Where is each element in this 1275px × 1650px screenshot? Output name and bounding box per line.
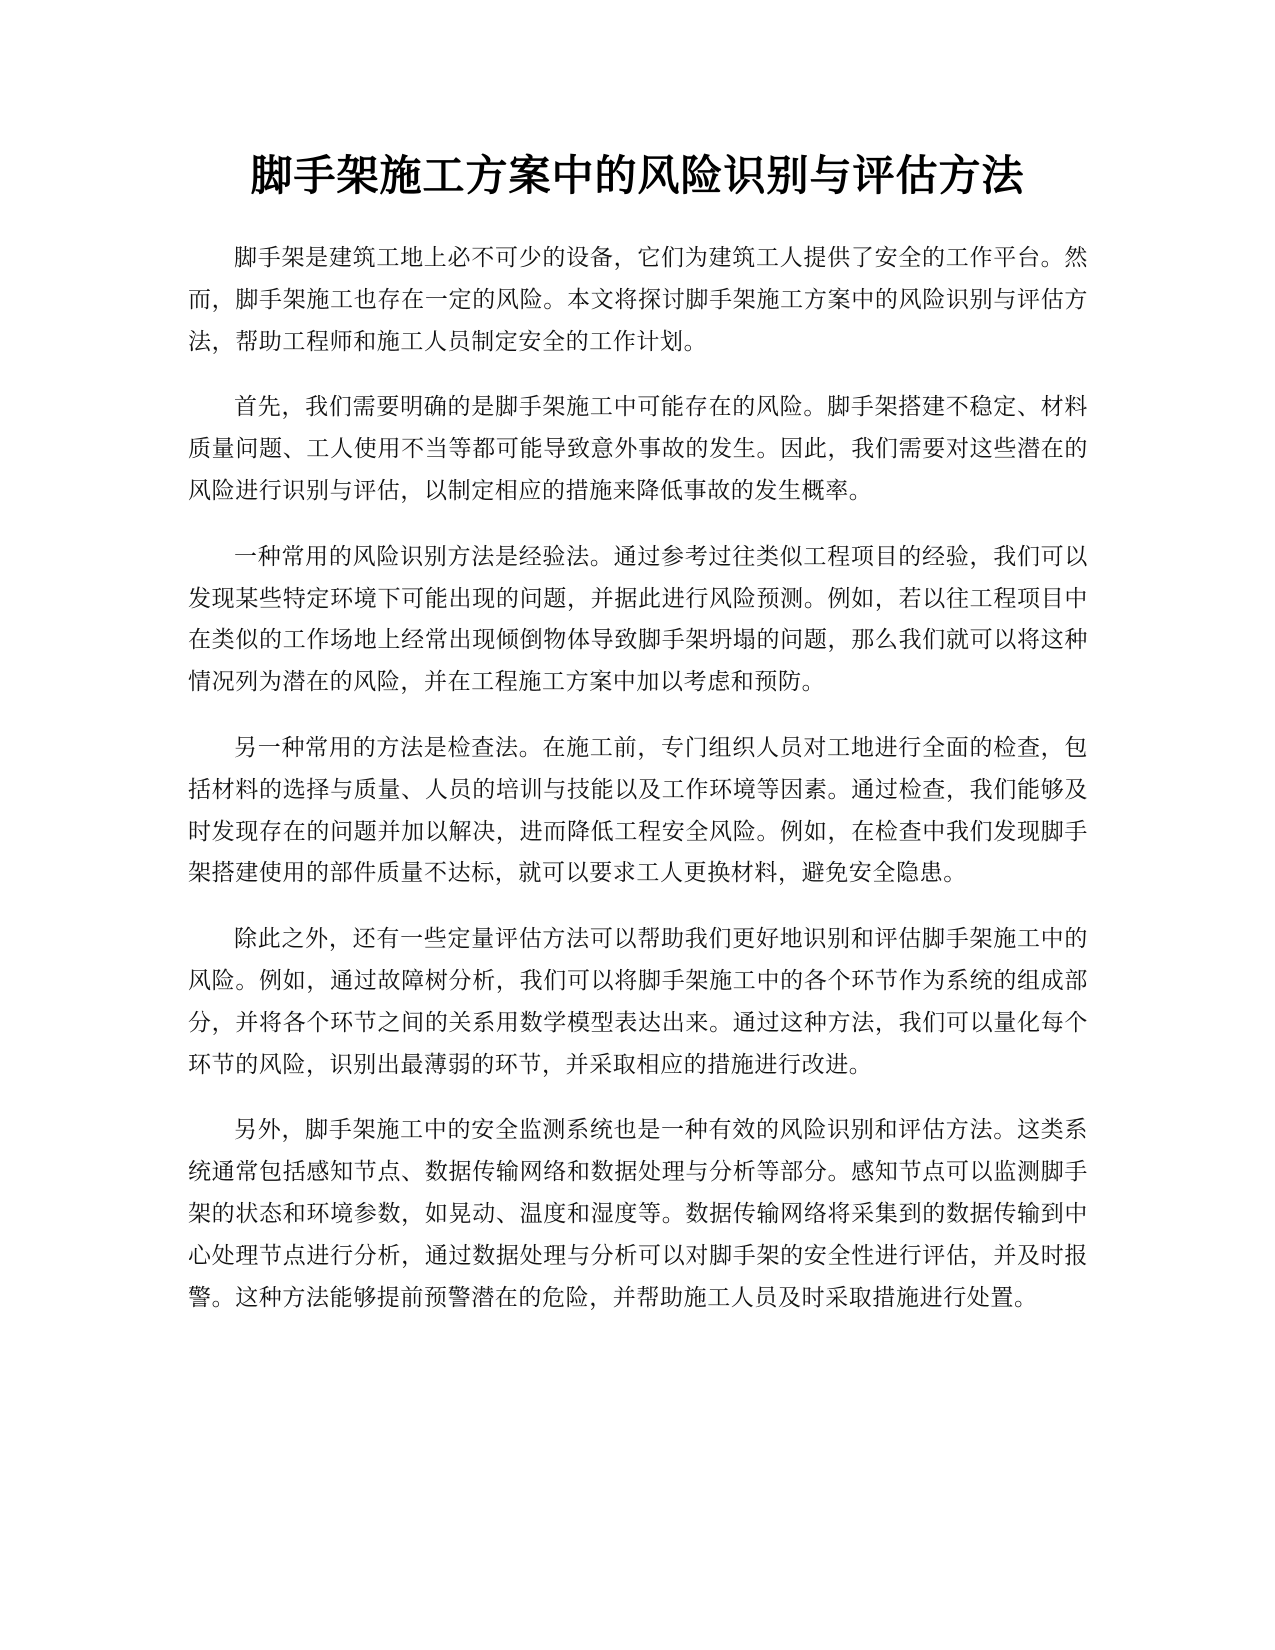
paragraph-experience-method: 一种常用的风险识别方法是经验法。通过参考过往类似工程项目的经验，我们可以发现某些特定环境下可能出现的问题，并据此进行风险预测。例如，若以往工程项目中在类似的工作场地上经常出现倾倒物体导致脚手架坍塌的问题，那么我们就可以将这种情况列为潜在的风险，并在工程施工方案中加以考虑和预防。	[188, 543, 1088, 696]
paragraph-risks: 首先，我们需要明确的是脚手架施工中可能存在的风险。脚手架搭建不稳定、材料质量问题、工人使用不当等都可能导致意外事故的发生。因此，我们需要对这些潜在的风险进行识别与评估，以制定相应的措施来降低事故的发生概率。	[188, 394, 1088, 504]
paragraph-inspection-method: 另一种常用的方法是检查法。在施工前，专门组织人员对工地进行全面的检查，包括材料的选择与质量、人员的培训与技能以及工作环境等因素。通过检查，我们能够及时发现存在的问题并加以解决，进而降低工程安全风险。例如，在检查中我们发现脚手架搭建使用的部件质量不达标，就可以要求工人更换材料，避免安全隐患。	[188, 734, 1088, 887]
document-body	[188, 238, 1088, 1343]
document-title: 脚手架施工方案中的风险识别与评估方法	[250, 151, 1025, 200]
paragraph-monitoring-system: 另外，脚手架施工中的安全监测系统也是一种有效的风险识别和评估方法。这类系统通常包括感知节点、数据传输网络和数据处理与分析等部分。感知节点可以监测脚手架的状态和环境参数，如晃动、温度和湿度等。数据传输网络将采集到的数据传输到中心处理节点进行分析，通过数据处理与分析可以对脚手架的安全性进行评估，并及时报警。这种方法能够提前预警潜在的危险，并帮助施工人员及时采取措施进行处置。	[188, 1117, 1088, 1311]
paragraph-quantitative-method: 除此之外，还有一些定量评估方法可以帮助我们更好地识别和评估脚手架施工中的风险。例如，通过故障树分析，我们可以将脚手架施工中的各个环节作为系统的组成部分，并将各个环节之间的关系用数学模型表达出来。通过这种方法，我们可以量化每个环节的风险，识别出最薄弱的环节，并采取相应的措施进行改进。	[188, 926, 1088, 1078]
paragraph-intro: 脚手架是建筑工地上必不可少的设备，它们为建筑工人提供了安全的工作平台。然而，脚手架施工也存在一定的风险。本文将探讨脚手架施工方案中的风险识别与评估方法，帮助工程师和施工人员制定安全的工作计划。	[188, 245, 1088, 355]
